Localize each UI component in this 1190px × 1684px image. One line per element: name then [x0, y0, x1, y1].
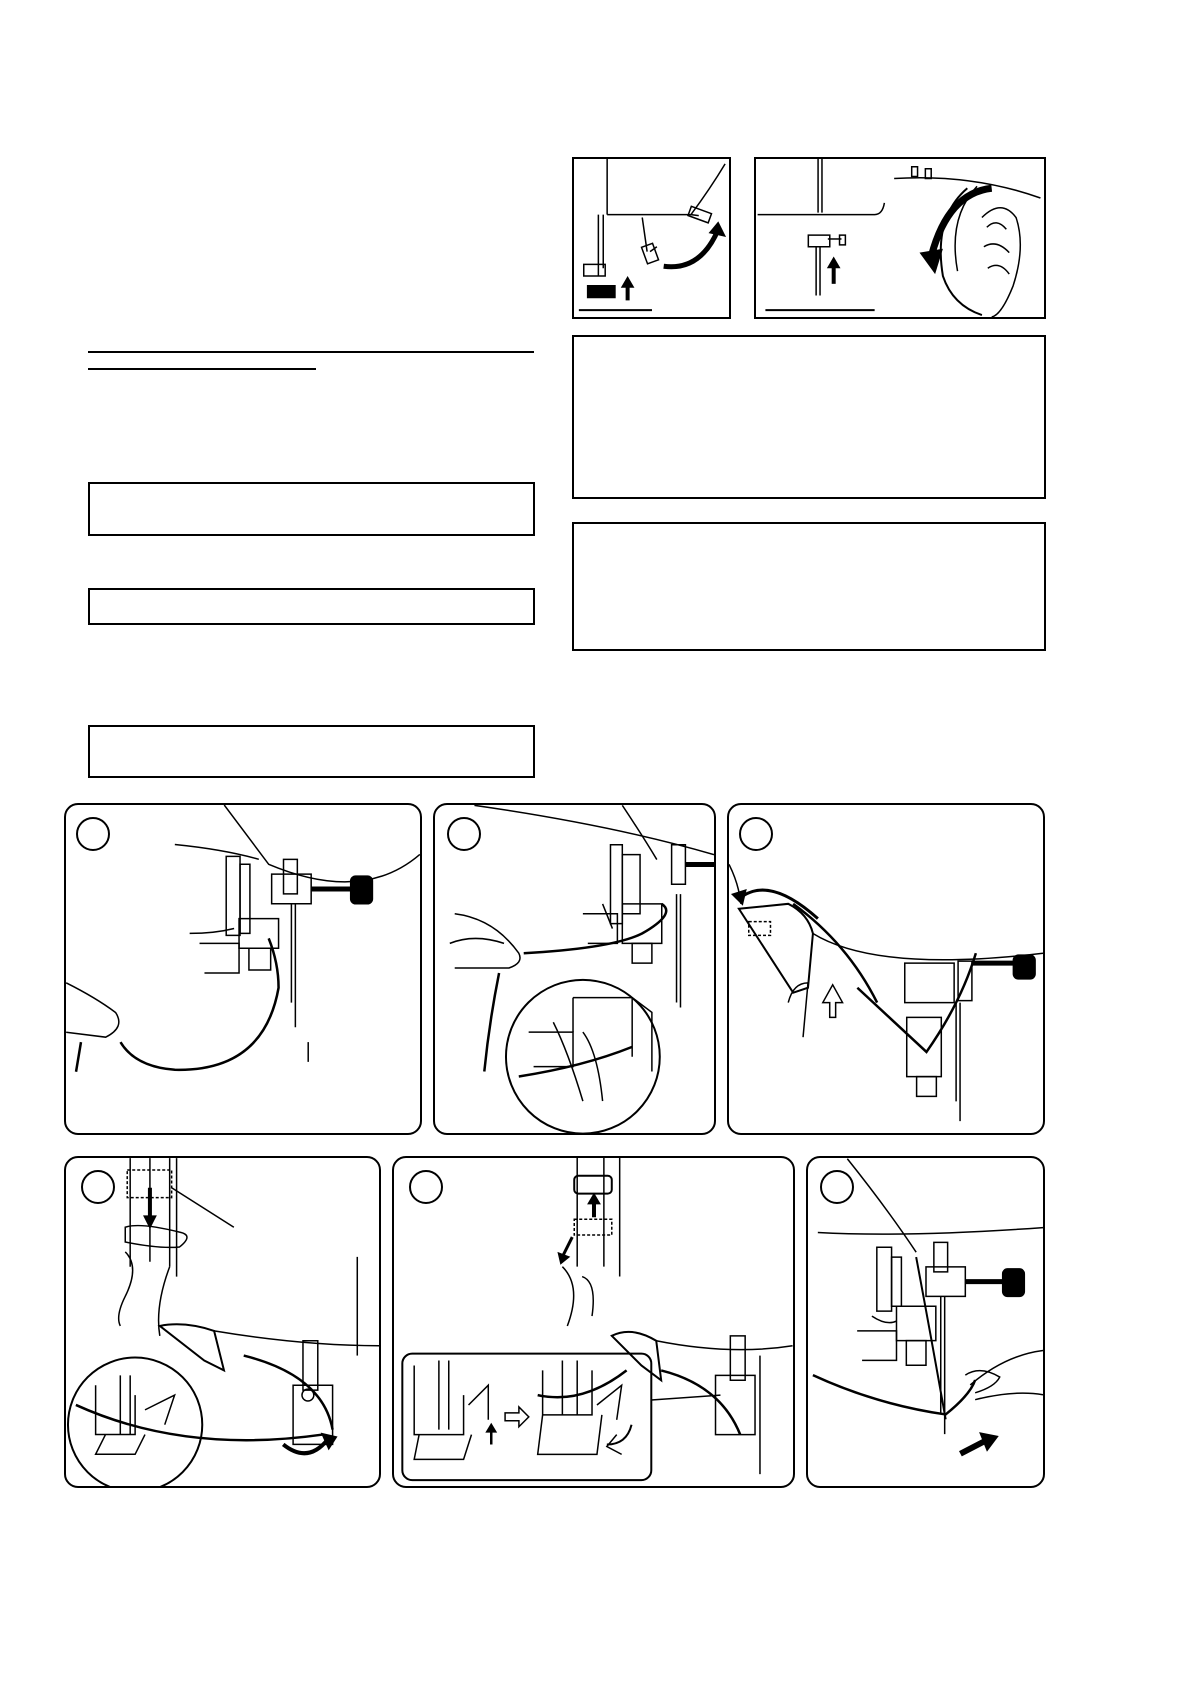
heading-underline-short — [88, 368, 316, 370]
step-figure-5 — [392, 1156, 795, 1488]
handwheel-icon — [941, 188, 982, 315]
step-figure-6 — [806, 1156, 1045, 1488]
figure-handwheel-turn — [754, 157, 1046, 319]
note-box-3 — [88, 725, 535, 778]
note-box-4 — [572, 335, 1046, 499]
arrow-right-icon — [960, 1441, 985, 1454]
step-figure-3 — [727, 803, 1045, 1135]
note-box-1 — [88, 482, 535, 536]
curved-arrow-icon — [283, 1439, 327, 1453]
step-figure-4 — [64, 1156, 381, 1488]
step-figure-1 — [64, 803, 422, 1135]
note-box-5 — [572, 522, 1046, 651]
figure-presser-foot-lifter — [572, 157, 731, 319]
note-box-2 — [88, 588, 535, 625]
step-figure-2 — [433, 803, 716, 1135]
curved-arrow-icon — [664, 229, 719, 267]
heading-underline-long — [88, 351, 534, 353]
